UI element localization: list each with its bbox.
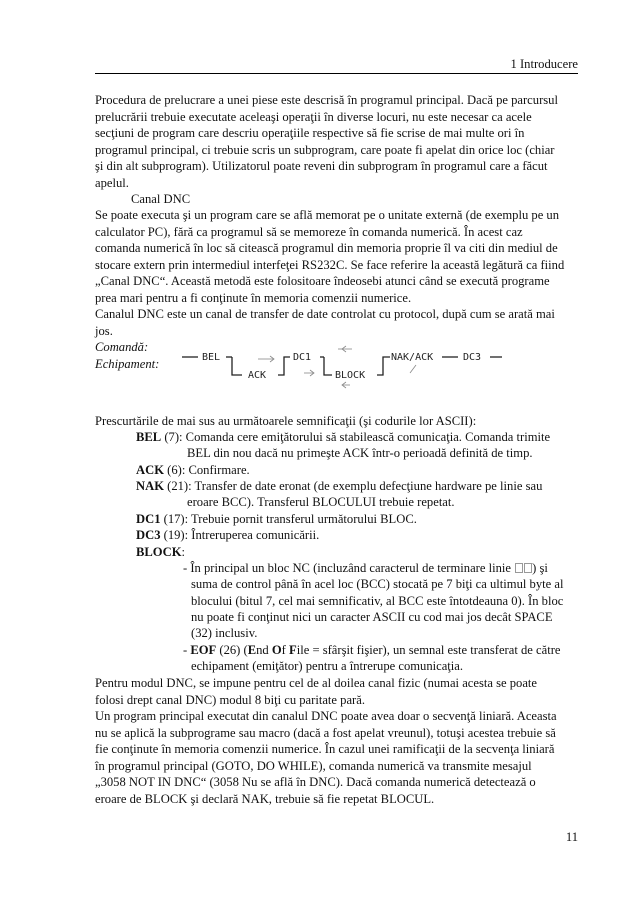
diagram-labels bbox=[95, 339, 159, 372]
block-item-1-cont: suma de control până în acel loc (BCC) stocată pe 7 biţi ca ultimul byte al bbox=[191, 577, 564, 591]
text-line: programul principal, ci trebuie scris un subprogram, care poate fi apelat din orice loc (chiar bbox=[95, 142, 555, 157]
block-item-1-cont: nu poate fi conţinut nici un caracter ASCII cu cod mai jos decât SPACE bbox=[191, 610, 553, 624]
bel-signal-label: BEL bbox=[202, 352, 221, 363]
page-number: 11 bbox=[565, 830, 578, 844]
text-line: „Canal DNC“. Această metodă este folositoare îndeosebi atunci când se execută programe bbox=[95, 274, 550, 288]
dnc-paragraph bbox=[95, 207, 578, 339]
dnc-protocol-diagram bbox=[180, 343, 510, 395]
eof-definition: - EOF (26) (End Of File = sfârşit fişier), un semnal este transferat de către bbox=[183, 643, 561, 657]
eof-definition-cont: echipament (emiţător) pentru a întrerupe comunicaţia. bbox=[191, 659, 464, 673]
ack-signal-label: ACK bbox=[248, 370, 267, 381]
equipment-label: Echipament: bbox=[95, 356, 160, 371]
text-line: Prescurtările de mai sus au următoarele semnificaţii (şi codurile lor ASCII): bbox=[95, 414, 477, 428]
text-line: jos. bbox=[95, 323, 113, 338]
block-signal-label: BLOCK bbox=[335, 370, 366, 381]
abbreviations-intro bbox=[95, 413, 578, 430]
bel-definition: BEL (7): Comanda cere emiţătorului să stabilească comunicaţia. Comanda trimite bbox=[136, 430, 551, 444]
text-line: apelul. bbox=[95, 175, 129, 190]
text-line: Canalul DNC este un canal de transfer de date controlat cu protocol, după cum se arată mai bbox=[95, 307, 555, 321]
block-item-1-cont: blocului (bitul 7, cel mai semnificativ, al BCC este întotdeauna 0). În bloc bbox=[191, 594, 564, 608]
nak-ack-signal-label: NAK/ACK bbox=[391, 352, 434, 363]
text-line: şi din alt subprogram). Utilizatorul poate reveni din subprogram în programul care a făcut bbox=[95, 159, 548, 173]
text-line: „3058 NOT IN DNC“ (3058 Nu se află în DNC). Dacă comanda numerică detectează o bbox=[95, 775, 536, 789]
text-line: prea mari pentru a fi conţinute în memoria comenzii numerice. bbox=[95, 290, 412, 305]
block-definition: BLOCK: bbox=[136, 545, 185, 559]
closing-paragraph bbox=[95, 675, 578, 807]
text-line: prelucrării trebuie executate aceleaşi operaţii în diverse locuri, nu este necesar ca acele bbox=[95, 109, 532, 124]
section-title: Canal DNC bbox=[131, 192, 191, 206]
text-line: Pentru modul DNC, se impune pentru cel de al doilea canal fizic (numai acesta se poate bbox=[95, 676, 538, 690]
command-label: Comandă: bbox=[95, 340, 149, 354]
text-line: calculator PC), fără ca programul să se memoreze în comanda numerică. În acest caz bbox=[95, 224, 523, 239]
dc1-definition: DC1 (17): Trebuie pornit transferul următorului BLOC. bbox=[136, 512, 417, 526]
text-line: Un program principal executat din canalul DNC poate avea doar o secvenţă liniară. Aceasta bbox=[95, 709, 557, 723]
text-line: fie conţinute în memoria comenzii numerice. În cazul unei ramificaţii de la secvenţa liniară bbox=[95, 742, 555, 756]
text-line: secţiuni de program care descriu operaţiile respective să fie scrise de mai multe ori în bbox=[95, 126, 525, 140]
dc3-definition: DC3 (19): Întreruperea comunicării. bbox=[136, 528, 320, 542]
block-item-1: - În principal un bloc NC (incluzând caracterul de terminare linie ) şi bbox=[183, 561, 548, 575]
text-line: stocare extern prin intermediul interfeţei RS232C. Se face referire la această legătură ca fiind bbox=[95, 257, 565, 272]
nak-definition-cont: eroare BCC). Transferul BLOCULUI trebuie repetat. bbox=[187, 495, 455, 509]
line-terminator-glyph bbox=[515, 563, 523, 573]
text-line: nu se aplică la subprograme sau macro (dacă a fost apelat vreunul), totuşi acestea trebuie să bbox=[95, 725, 556, 740]
dc3-signal-label: DC3 bbox=[463, 352, 482, 363]
block-item-1-cont: (32) inclusiv. bbox=[191, 626, 258, 640]
nak-definition: NAK (21): Transfer de date eronat (de exemplu defecţiune hardware pe linie sau bbox=[136, 479, 543, 493]
dc1-signal-label: DC1 bbox=[293, 352, 312, 363]
header-rule bbox=[95, 73, 578, 74]
running-header: 1 Introducere bbox=[510, 57, 578, 71]
line-terminator-glyph bbox=[524, 563, 532, 573]
ack-definition: ACK (6): Confirmare. bbox=[136, 463, 250, 477]
text-line: Se poate executa şi un program care se află memorat pe o unitate externă (de exemplu pe un bbox=[95, 208, 560, 222]
text-line: folosi drept canal DNC) modul 8 biţi cu paritate pară. bbox=[95, 692, 365, 707]
text-line: Procedura de prelucrare a unei piese este descrisă în programul principal. Dacă pe parcursul bbox=[95, 93, 558, 107]
text-line: comanda numerică în loc să citească programul din memoria proprie îl va citi din mediul de bbox=[95, 241, 558, 255]
text-line: eroare de BLOCK şi declară NAK, trebuie să fie repetat BLOCUL. bbox=[95, 791, 435, 806]
intro-paragraph bbox=[95, 92, 578, 191]
text-line: în programul principal (GOTO, DO WHILE), comanda numerică va transmite mesajul bbox=[95, 758, 532, 773]
bel-definition-cont: BEL din nou dacă nu primeşte ACK într-o perioadă definită de timp. bbox=[187, 446, 533, 460]
